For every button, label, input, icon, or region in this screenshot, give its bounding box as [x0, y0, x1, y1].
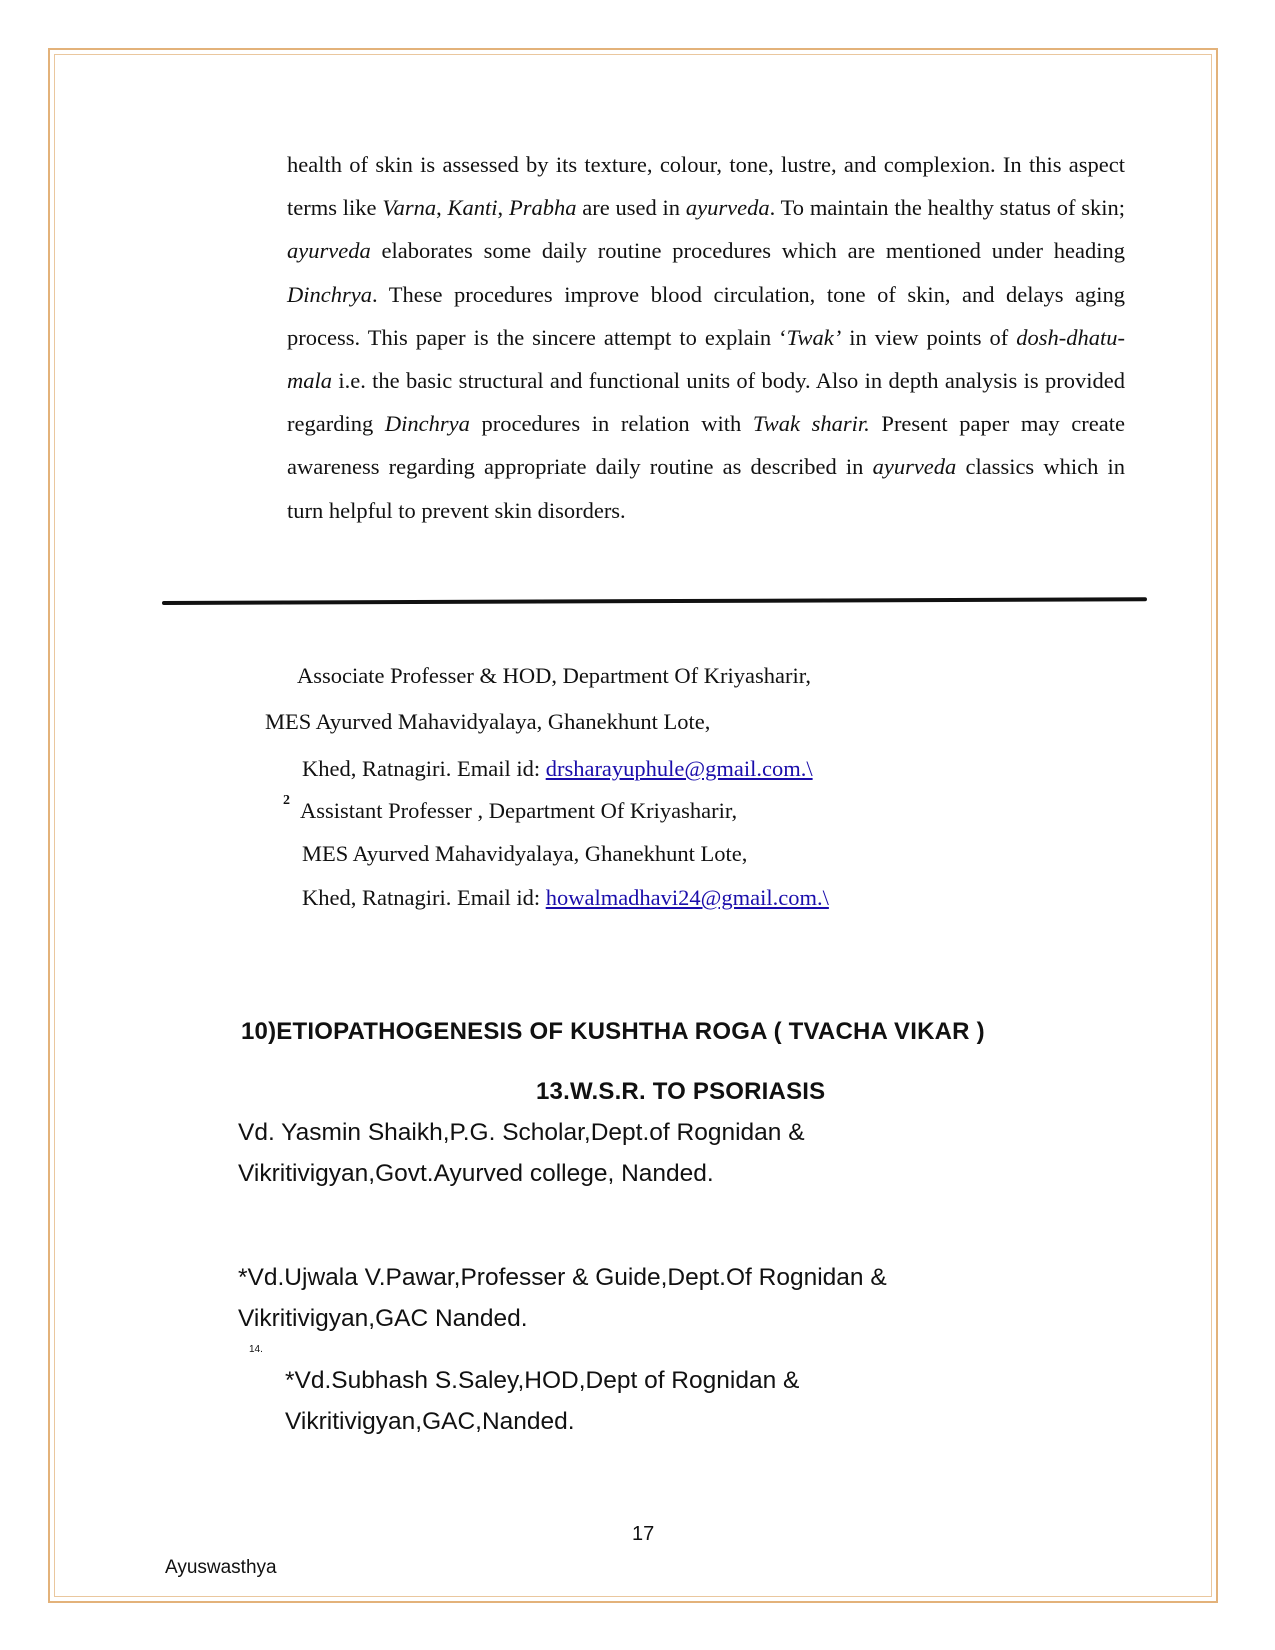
author-1 — [238, 1112, 805, 1194]
term-twak: Twak’ — [786, 324, 842, 350]
author-2-line-2: Vikritivigyan,GAC Nanded. — [238, 1305, 528, 1332]
article-title: 10)ETIOPATHOGENESIS OF KUSHTHA ROGA ( TVACHA VIKAR ) — [241, 1018, 985, 1045]
affiliation-2-line-2: MES Ayurved Mahavidyalaya, Ghanekhunt Lote, — [302, 841, 748, 866]
journal-name: Ayuswasthya — [165, 1557, 277, 1578]
author-2-line-1: *Vd.Ujwala V.Pawar,Professer & Guide,Dept.Of Rognidan & — [238, 1264, 887, 1291]
affiliation-2-line-3 — [302, 885, 829, 911]
article-subtitle: 13.W.S.R. TO PSORIASIS — [536, 1078, 826, 1105]
term-dinchrya: Dinchrya — [384, 411, 470, 437]
abstract-text: health of skin is assessed by its texture, colour, tone, lustre, and complexion. In this aspect terms like — [287, 152, 1125, 221]
author-2 — [238, 1257, 887, 1339]
author-1-line-1: Vd. Yasmin Shaikh,P.G. Scholar,Dept.of Rognidan & — [238, 1119, 805, 1146]
author-3 — [285, 1360, 799, 1442]
abstract-text: . To maintain the healthy status of skin; — [769, 195, 1125, 221]
abstract-text: . These procedures improve blood circulation, tone of skin, and delays aging process. This paper is the sincere attempt to explain ‘ — [287, 281, 1125, 350]
abstract-text: in view points of — [841, 324, 1017, 350]
author-3-line-2: Vikritivigyan,GAC,Nanded. — [285, 1408, 575, 1435]
abstract-text: Present paper may create awareness regarding appropriate daily routine as described in — [287, 411, 1125, 480]
term-kanti: Kanti — [447, 195, 498, 221]
email-label: Khed, Ratnagiri. Email id: — [302, 756, 546, 781]
term-varna: Varna — [382, 195, 437, 221]
email-link-2[interactable]: howalmadhavi24@gmail.com.\ — [545, 885, 829, 910]
term-ayurveda: ayurveda — [872, 454, 957, 480]
term-prabha: Prabha — [508, 195, 577, 221]
email-label: Khed, Ratnagiri. Email id: — [302, 885, 546, 910]
term-ayurveda: ayurveda — [685, 195, 770, 221]
email-link-1[interactable]: drsharayuphule@gmail.com.\ — [545, 756, 813, 781]
term-dosh-dhatu-mala: dosh-dhatu-mala — [287, 324, 1125, 394]
affiliation-1-line-2: MES Ayurved Mahavidyalaya, Ghanekhunt Lote, — [265, 709, 711, 734]
term-twak-sharir: Twak sharir. — [752, 411, 870, 437]
abstract-paragraph — [287, 143, 1125, 532]
abstract-text: are used in — [576, 195, 686, 221]
abstract-text: procedures in relation with — [469, 411, 753, 437]
abstract-text: elaborates some daily routine procedures which are mentioned under heading — [370, 238, 1125, 264]
author-1-line-2: Vikritivigyan,Govt.Ayurved college, Nanded. — [238, 1160, 714, 1187]
footnote-marker-2: 2 — [283, 793, 290, 808]
affiliation-2-line-1: Assistant Professer , Department Of Kriyasharir, — [300, 798, 738, 823]
term-ayurveda: ayurveda — [287, 238, 371, 264]
page-number: 17 — [632, 1523, 655, 1545]
term-dinchrya: Dinchrya — [287, 281, 372, 307]
abstract-text: classics which in turn helpful to prevent skin disorders. — [287, 454, 1125, 523]
abstract-text: , — [497, 195, 509, 221]
affiliation-1-line-3 — [302, 756, 813, 782]
footnote-marker-14: 14. — [249, 1344, 263, 1355]
abstract-text: i.e. the basic structural and functional units of body. Also in depth analysis is provided regarding — [287, 368, 1125, 437]
abstract-text: , — [436, 195, 448, 221]
author-3-line-1: *Vd.Subhash S.Saley,HOD,Dept of Rognidan & — [285, 1367, 800, 1394]
affiliation-1-line-1: Associate Professer & HOD, Department Of Kriyasharir, — [297, 663, 811, 688]
